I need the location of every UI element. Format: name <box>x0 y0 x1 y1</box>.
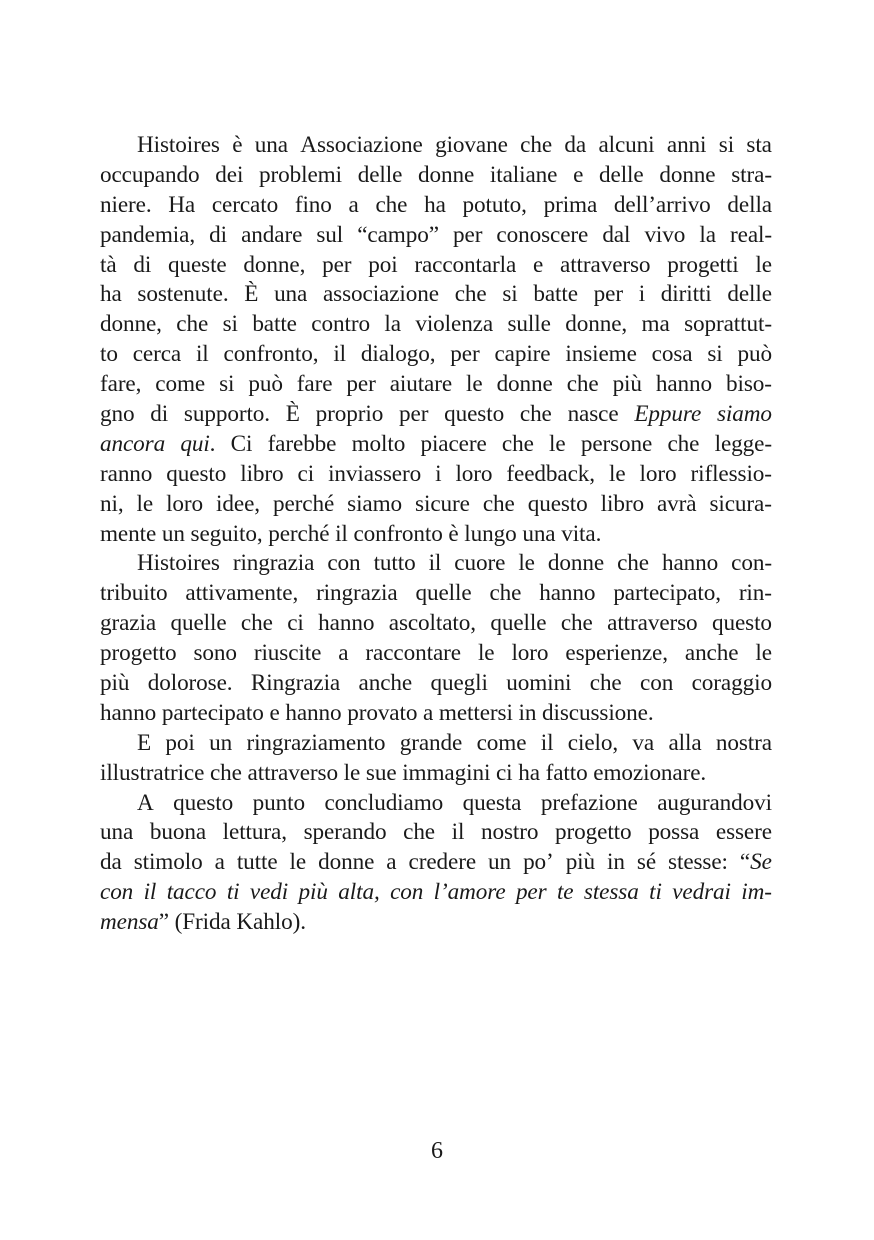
word: tribuito <box>100 580 168 607</box>
word: tacco <box>166 879 217 906</box>
word: giovane <box>435 132 508 158</box>
word: ringrazia <box>316 580 398 607</box>
word: sono <box>193 640 237 667</box>
word: qui. <box>180 430 216 457</box>
word: a <box>214 849 225 876</box>
word: che <box>560 610 593 637</box>
word: questo <box>444 401 505 428</box>
word: una <box>100 819 134 846</box>
word: donne <box>496 371 553 398</box>
word: che <box>375 191 408 218</box>
word: contro <box>311 311 370 338</box>
word: che <box>482 490 515 517</box>
word: sicura- <box>709 490 772 517</box>
text-line <box>100 878 772 908</box>
word: la <box>384 311 401 338</box>
text-run: hanno partecipato e hanno provato a mettersi in discussione. <box>100 699 654 726</box>
word: im- <box>741 879 772 906</box>
word: i <box>638 281 646 308</box>
text-line <box>100 908 772 938</box>
word: te <box>556 879 574 906</box>
word: anche <box>684 640 739 667</box>
text-line <box>100 759 772 789</box>
word: dialogo, <box>360 341 436 368</box>
word: fare, <box>100 371 142 398</box>
text-line <box>100 400 772 430</box>
word: riuscite <box>253 640 322 667</box>
word: italiane <box>489 161 558 188</box>
word: donne <box>418 161 475 188</box>
text-line <box>100 221 772 251</box>
word: conoscere <box>496 221 589 248</box>
word: le <box>755 640 772 667</box>
word: Histoires <box>137 550 220 577</box>
word: “campo” <box>357 221 439 248</box>
word: raccontare <box>365 640 461 667</box>
word: di <box>150 401 169 428</box>
word: ringraziamento <box>246 729 386 756</box>
word: per <box>453 221 483 248</box>
word: È <box>244 281 259 308</box>
word: della <box>727 191 772 218</box>
word: un <box>488 849 512 876</box>
word: farebbe <box>267 430 337 457</box>
word: potuto, <box>462 191 527 218</box>
word: pandemia, <box>100 221 196 248</box>
word: sta <box>746 132 772 158</box>
paragraph <box>100 729 772 789</box>
text-line <box>100 669 772 699</box>
word: che <box>501 430 534 457</box>
word: che <box>667 430 700 457</box>
word: una <box>254 132 288 158</box>
word: le <box>549 430 566 457</box>
word: occupando <box>100 161 200 188</box>
word: cosa <box>651 341 693 368</box>
word: violenza <box>415 311 494 338</box>
word: e <box>533 251 544 278</box>
word: sostenute. <box>137 281 229 308</box>
italic-text: mensa <box>100 909 159 936</box>
paragraph <box>100 549 772 728</box>
word: fare <box>296 371 333 398</box>
word: quegli <box>430 670 488 697</box>
word: delle <box>599 161 644 188</box>
word: alcuni <box>598 132 655 158</box>
word: progetto <box>555 819 632 846</box>
word: può <box>248 371 283 398</box>
word: riflessio- <box>690 460 772 487</box>
word: insieme <box>565 341 637 368</box>
word: hanno <box>318 610 375 637</box>
word: credere <box>408 849 477 876</box>
word: può <box>737 341 772 368</box>
word: per <box>450 341 480 368</box>
word: sicure <box>415 490 470 517</box>
word: batte <box>252 311 297 338</box>
word: lettura, <box>222 819 287 846</box>
word: anni <box>666 132 707 158</box>
word: Ha <box>168 191 196 218</box>
text-line <box>100 460 772 490</box>
word: supporto. <box>183 401 270 428</box>
word: attraverso <box>607 610 698 637</box>
word: donne, <box>100 311 162 338</box>
word: hanno <box>539 580 596 607</box>
word: libro <box>240 460 284 487</box>
word: ascoltato, <box>388 610 476 637</box>
word: libro <box>600 490 644 517</box>
word: nostro <box>481 819 539 846</box>
text-line <box>100 161 772 191</box>
text-line <box>100 430 772 460</box>
word: coraggio <box>691 670 772 697</box>
word: prefazione <box>540 789 638 816</box>
word: Associazione <box>300 132 423 158</box>
word: donne, <box>565 311 628 338</box>
word: questo <box>166 460 227 487</box>
word: in <box>607 849 625 876</box>
word: con <box>327 550 361 577</box>
word: anche <box>358 670 413 697</box>
word: come <box>476 729 527 756</box>
word: questo <box>527 490 588 517</box>
word: ha <box>424 191 446 218</box>
text-run: illustratrice che attraverso le sue immagini ci ha fatto emozionare. <box>100 759 707 786</box>
word: grande <box>399 729 463 756</box>
text-line <box>100 729 772 759</box>
word: dell’arrivo <box>613 191 711 218</box>
word: il <box>333 341 346 368</box>
word: le <box>518 550 535 577</box>
word: delle <box>727 281 772 308</box>
word: che <box>240 610 273 637</box>
text-line <box>100 520 772 550</box>
word: delle <box>357 161 403 188</box>
text-line <box>100 370 772 400</box>
word: Eppure <box>634 401 702 428</box>
word: che <box>589 670 622 697</box>
word: sul <box>316 221 344 248</box>
word: buona <box>149 819 207 846</box>
word: concludiamo <box>324 789 444 816</box>
word: quelle <box>490 610 547 637</box>
word: tutte <box>236 849 278 876</box>
paragraph <box>100 131 772 549</box>
word: ringrazia <box>232 550 315 577</box>
word: grazia <box>100 610 157 637</box>
text-line <box>100 490 772 520</box>
word: poi <box>165 729 195 756</box>
word: più <box>612 371 642 398</box>
word: ancora <box>100 430 166 457</box>
word: si <box>502 281 518 308</box>
word: stimolo <box>133 849 203 876</box>
word: si <box>718 132 735 158</box>
text-line <box>100 848 772 878</box>
word: che <box>176 311 209 338</box>
word: questo <box>173 789 234 816</box>
word: come <box>155 371 206 398</box>
word: A <box>137 789 154 816</box>
text-line <box>100 818 772 848</box>
word: le <box>755 251 772 278</box>
word: ti <box>649 879 662 906</box>
word: a <box>338 640 349 667</box>
word: cerca <box>132 341 182 368</box>
word: niere. <box>100 191 152 218</box>
text-line <box>100 131 772 161</box>
text-run: ” (Frida Kahlo). <box>158 909 306 936</box>
word: progetti <box>667 251 739 278</box>
word: piacere <box>420 430 487 457</box>
word: Ci <box>230 430 253 457</box>
word: tà <box>100 251 117 278</box>
word: donne <box>318 849 375 876</box>
word: alla <box>668 729 702 756</box>
word: feedback, <box>506 460 595 487</box>
word: batte <box>533 281 578 308</box>
word: il <box>451 819 465 846</box>
word: cielo, <box>567 729 619 756</box>
word: quelle <box>170 610 227 637</box>
word: essere <box>715 819 772 846</box>
word: per <box>515 879 547 906</box>
word: legge- <box>714 430 772 457</box>
word: prima <box>543 191 598 218</box>
word: biso- <box>726 371 772 398</box>
word: i <box>435 460 442 487</box>
word: idee, <box>216 490 260 517</box>
word: loro <box>639 460 677 487</box>
word: si <box>219 371 235 398</box>
word: sé <box>636 849 657 876</box>
word: stra- <box>731 161 772 188</box>
body-text <box>100 131 772 938</box>
word: stessa <box>583 879 639 906</box>
word: “Se <box>739 849 772 876</box>
word: con <box>390 879 424 906</box>
word: dei <box>215 161 244 188</box>
word: le <box>477 640 495 667</box>
word: partecipato, <box>613 580 721 607</box>
word: Histoires <box>137 132 220 158</box>
word: donne <box>547 550 605 577</box>
word: con <box>100 879 134 906</box>
word: dal <box>602 221 631 248</box>
word: ranno <box>100 460 153 487</box>
word: la <box>699 221 716 248</box>
word: avrà <box>656 490 697 517</box>
word: questa <box>462 789 522 816</box>
word: che <box>520 132 553 158</box>
word: raccontarla <box>414 251 517 278</box>
word: soprattut- <box>684 311 772 338</box>
word: più <box>565 849 596 876</box>
word: cercato <box>211 191 279 218</box>
word: per <box>399 401 429 428</box>
word: di <box>209 221 227 248</box>
word: con <box>640 670 674 697</box>
word: siamo <box>347 490 403 517</box>
word: ci <box>287 610 304 637</box>
word: dolorose. <box>147 670 233 697</box>
text-line <box>100 310 772 340</box>
word: questo <box>711 610 772 637</box>
word: ha <box>100 281 122 308</box>
word: problemi <box>259 161 342 188</box>
word: ci <box>297 460 315 487</box>
word: persone <box>580 430 653 457</box>
word: loro <box>511 640 549 667</box>
word: che <box>454 281 487 308</box>
word: le <box>136 490 154 517</box>
word: le <box>609 460 626 487</box>
word: da <box>564 132 587 158</box>
word: donne <box>659 161 716 188</box>
word: capire <box>494 341 551 368</box>
word: to <box>100 341 118 368</box>
word: più <box>298 879 328 906</box>
word: ma <box>641 311 670 338</box>
word: una <box>274 281 308 308</box>
word: vedi <box>249 879 289 906</box>
word: È <box>285 401 300 428</box>
word: Ringrazia <box>250 670 341 697</box>
word: nostra <box>715 729 772 756</box>
word: il <box>540 729 554 756</box>
word: perché <box>272 490 335 517</box>
word: real- <box>730 221 772 248</box>
word: andare <box>241 221 303 248</box>
word: siamo <box>716 401 772 428</box>
text-line <box>100 579 772 609</box>
word: aiutare <box>389 371 453 398</box>
word: il <box>428 550 442 577</box>
text-line <box>100 699 772 729</box>
word: che <box>519 401 552 428</box>
text-line <box>100 280 772 310</box>
word: po’ <box>523 849 554 876</box>
word: esperienze, <box>565 640 668 667</box>
word: attivamente, <box>185 580 299 607</box>
text-line <box>100 639 772 669</box>
word: che <box>489 580 522 607</box>
word: punto <box>252 789 305 816</box>
word: con- <box>731 550 772 577</box>
word: stesse: <box>668 849 728 876</box>
word: il <box>195 341 209 368</box>
text-line <box>100 251 772 281</box>
word: uomini <box>506 670 572 697</box>
word: molto <box>351 430 406 457</box>
word: a <box>348 191 359 218</box>
word: possa <box>648 819 700 846</box>
word: cuore <box>454 550 506 577</box>
word: a <box>386 849 397 876</box>
word: è <box>232 132 243 158</box>
word: le <box>289 849 307 876</box>
word: che <box>617 550 649 577</box>
word: gno <box>100 401 135 428</box>
word: si <box>707 341 723 368</box>
word: ni, <box>100 490 124 517</box>
word: quelle <box>415 580 472 607</box>
word: per <box>346 371 376 398</box>
paragraph <box>100 789 772 938</box>
word: rin- <box>738 580 772 607</box>
word: poi <box>368 251 398 278</box>
word: associazione <box>322 281 439 308</box>
word: vedrai <box>672 879 731 906</box>
word: l’amore <box>433 879 506 906</box>
word: un <box>209 729 233 756</box>
word: e <box>573 161 584 188</box>
word: nasce <box>567 401 619 428</box>
word: hanno <box>655 371 713 398</box>
word: confronto, <box>223 341 319 368</box>
word: si <box>222 311 238 338</box>
word: diritti <box>660 281 712 308</box>
word: augurandovi <box>657 789 772 816</box>
word: di <box>133 251 152 278</box>
word: hanno <box>661 550 719 577</box>
word: va <box>632 729 655 756</box>
word: ti <box>226 879 240 906</box>
text-line <box>100 609 772 639</box>
text-run: mente un seguito, perché il confronto è lungo una vita. <box>100 520 602 547</box>
page-number: 6 <box>431 1138 443 1164</box>
text-line <box>100 191 772 221</box>
word: il <box>143 879 157 906</box>
word: loro <box>455 460 493 487</box>
word: E <box>137 729 152 756</box>
word: le <box>466 371 483 398</box>
word: proprio <box>315 401 384 428</box>
word: progetto <box>100 640 177 667</box>
word: attraverso <box>560 251 651 278</box>
word: per <box>593 281 623 308</box>
word: tutto <box>373 550 416 577</box>
word: inviassero <box>328 460 422 487</box>
word: donne, <box>243 251 306 278</box>
word: vivo <box>644 221 686 248</box>
word: che <box>403 819 436 846</box>
word: queste <box>167 251 227 278</box>
word: che <box>566 371 599 398</box>
word: fino <box>294 191 332 218</box>
word: più <box>100 670 130 697</box>
word: loro <box>166 490 204 517</box>
word: per <box>322 251 352 278</box>
word: sulle <box>507 311 551 338</box>
text-line <box>100 789 772 819</box>
text-line <box>100 549 772 579</box>
text-line <box>100 340 772 370</box>
word: da <box>100 849 122 876</box>
word: sperando <box>303 819 387 846</box>
word: alta, <box>338 879 380 906</box>
